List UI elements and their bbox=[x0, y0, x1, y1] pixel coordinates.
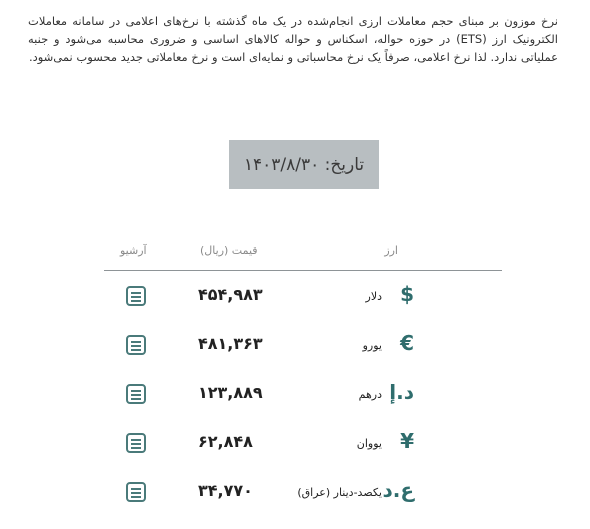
currency-symbol: ¥ bbox=[400, 429, 414, 453]
table-row bbox=[104, 331, 502, 361]
header-currency: ارز bbox=[384, 244, 398, 257]
archive-icon[interactable] bbox=[126, 482, 146, 502]
archive-icon[interactable] bbox=[126, 433, 146, 453]
archive-icon[interactable] bbox=[126, 384, 146, 404]
currency-name: یووان bbox=[356, 437, 382, 450]
table-row bbox=[104, 478, 502, 508]
table-row bbox=[104, 282, 502, 312]
currency-name: یکصد-دینار (عراق) bbox=[297, 486, 382, 499]
table-row bbox=[104, 429, 502, 459]
currency-price: ۴۵۴,۹۸۳ bbox=[198, 285, 263, 304]
currency-name: یورو bbox=[362, 339, 382, 352]
table-row bbox=[104, 380, 502, 410]
archive-icon[interactable] bbox=[126, 286, 146, 306]
date-banner bbox=[229, 140, 379, 189]
currency-name: درهم bbox=[358, 388, 382, 401]
currency-symbol: $ bbox=[400, 282, 414, 306]
currency-price: ۶۲,۸۴۸ bbox=[198, 432, 253, 451]
header-archive: آرشیو bbox=[120, 244, 147, 257]
date-label: تاریخ: ۱۴۰۳/۸/۳۰ bbox=[243, 154, 365, 175]
table-header bbox=[104, 238, 502, 271]
archive-icon[interactable] bbox=[126, 335, 146, 355]
currency-symbol: € bbox=[400, 331, 414, 355]
currency-price: ۴۸۱,۳۶۳ bbox=[198, 334, 263, 353]
currency-name: دلار bbox=[365, 290, 382, 303]
currency-price: ۱۲۳,۸۸۹ bbox=[198, 383, 263, 402]
rate-notice: نرخ موزون بر مبنای حجم معاملات ارزی انجام‌شده در یک ماه گذشته با نرخ‌های اعلامی در سامانه معاملات الکترونیک ارز (ETS) در حوزه حواله، اسکناس و حواله کالاهای اساسی و ضروری محاسبه می‌شود و جنبه عملیاتی ندارد. لذا نرخ اعلامی، صرفاً یک نرخ محاسباتی و نمایه‌ای است و نرخ معاملاتی جدید محسوب نمی‌شود. bbox=[28, 14, 559, 64]
header-price: قیمت (ریال) bbox=[200, 244, 258, 257]
currency-symbol: ع.د bbox=[382, 478, 414, 502]
currency-symbol: د.إ bbox=[389, 380, 414, 404]
currency-price: ۳۴,۷۷۰ bbox=[198, 481, 253, 500]
